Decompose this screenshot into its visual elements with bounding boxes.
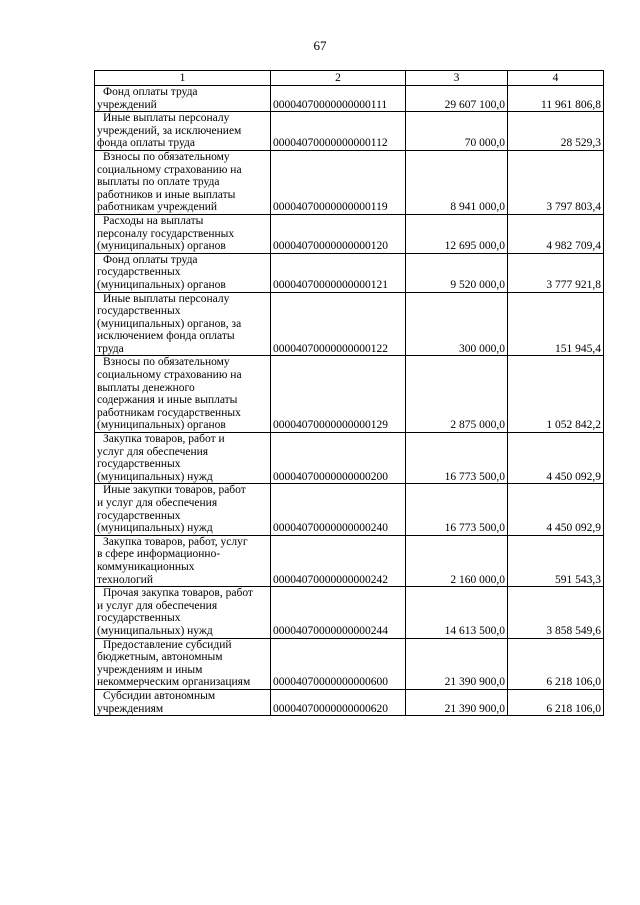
table-row [95,638,604,689]
row-name-line: (муниципальных) нужд [97,624,213,637]
row-plan-amount: 29 607 100,0 [406,86,508,112]
row-name-line: фонда оплаты труда [97,137,196,150]
row-name-line: работников и иные выплаты [97,188,236,201]
row-name-line: содержания и иные выплаты [97,394,238,407]
row-name-line: (муниципальных) органов [97,278,226,291]
row-name-line: исключением фонда оплаты [97,330,235,343]
row-name [95,484,271,535]
table-row [95,214,604,253]
header-col-4: 4 [508,71,604,86]
row-name-line: Предоставление субсидий [103,638,232,651]
row-actual-amount: 4 982 709,4 [508,214,604,253]
row-name [95,150,271,214]
row-actual-amount: 3 797 803,4 [508,150,604,214]
row-name [95,587,271,638]
row-name-line: Закупка товаров, работ и [103,433,225,446]
row-name-line: социальному страхованию на [97,369,242,382]
page-number: 67 [313,38,327,53]
row-name-line: государственных [97,458,181,471]
row-actual-amount: 3 858 549,6 [508,587,604,638]
row-actual-amount: 6 218 106,0 [508,689,604,715]
row-code: 00004070000000000122 [271,292,406,356]
row-name-line: и услуг для обеспечения [97,497,218,509]
row-code: 00004070000000000620 [271,689,406,715]
row-name-line: Иные выплаты персоналу [103,292,230,305]
row-plan-amount: 21 390 900,0 [406,638,508,689]
row-name [95,292,271,356]
row-plan-amount: 2 160 000,0 [406,535,508,586]
row-code: 00004070000000000129 [271,356,406,433]
row-name-line: коммуникационных [97,560,195,573]
table-row [95,356,604,433]
row-code: 00004070000000000242 [271,535,406,586]
row-name-line: бюджетным, автономным [97,651,223,664]
table-row [95,484,604,535]
row-plan-amount: 16 773 500,0 [406,433,508,484]
table-row [95,689,604,715]
row-name-line: государственных [97,305,181,318]
row-name-line: (муниципальных) нужд [97,522,213,535]
row-actual-amount: 11 961 806,8 [508,86,604,112]
row-plan-amount: 9 520 000,0 [406,253,508,292]
row-plan-amount: 70 000,0 [406,112,508,151]
table-row [95,112,604,151]
row-name [95,638,271,689]
row-code: 00004070000000000244 [271,587,406,638]
row-name [95,356,271,433]
row-name-line: Взносы по обязательному [103,356,230,369]
row-actual-amount: 28 529,3 [508,112,604,151]
header-col-3: 3 [406,71,508,86]
row-name-line: социальному страхованию на [97,163,242,176]
row-name-line: государственных [97,612,181,625]
row-name-line: выплаты денежного [97,381,195,394]
row-plan-amount: 8 941 000,0 [406,150,508,214]
table-row [95,292,604,356]
row-name-line: Иные выплаты персоналу [103,112,230,125]
row-actual-amount: 1 052 842,2 [508,356,604,433]
row-name-line: учреждений [97,98,157,111]
row-name-line: учреждений, за исключением [97,124,242,137]
row-name-line: Расходы на выплаты [103,214,204,227]
row-plan-amount: 21 390 900,0 [406,689,508,715]
budget-table-body [95,71,604,716]
row-name [95,535,271,586]
table-row [95,150,604,214]
row-name-line: учреждениям [97,702,164,715]
table-row [95,253,604,292]
row-name-line: некоммерческим организациям [97,676,251,689]
row-name [95,112,271,151]
row-name-line: услуг для обеспечения [97,445,209,458]
row-code: 00004070000000000600 [271,638,406,689]
row-name [95,214,271,253]
row-code: 00004070000000000120 [271,214,406,253]
row-actual-amount: 4 450 092,9 [508,484,604,535]
row-name-line: персоналу государственных [97,227,235,240]
row-plan-amount: 300 000,0 [406,292,508,356]
row-name-line: в сфере информационно- [97,548,221,561]
row-name-line: учреждениям и иным [97,663,203,676]
row-name-line: Фонд оплаты труда [103,86,198,98]
row-name-line: (муниципальных) органов, за [97,317,242,330]
row-name-line: (муниципальных) органов [97,419,226,432]
row-name-line: технологий [97,573,153,586]
row-code: 00004070000000000119 [271,150,406,214]
table-row [95,535,604,586]
row-name-line: Прочая закупка товаров, работ [103,587,253,600]
row-name-line: государственных [97,266,181,279]
row-code: 00004070000000000240 [271,484,406,535]
row-plan-amount: 2 875 000,0 [406,356,508,433]
row-name [95,433,271,484]
header-row [95,71,604,86]
row-name-line: Закупка товаров, работ, услуг [103,535,248,548]
row-code: 00004070000000000112 [271,112,406,151]
row-name-line: Фонд оплаты труда [103,253,198,266]
row-name [95,86,271,112]
row-name-line: (муниципальных) нужд [97,470,213,483]
row-plan-amount: 12 695 000,0 [406,214,508,253]
header-col-2: 2 [271,71,406,86]
row-plan-amount: 14 613 500,0 [406,587,508,638]
row-code: 00004070000000000111 [271,86,406,112]
header-col-1: 1 [95,71,271,86]
row-name-line: выплаты по оплате труда [97,176,220,189]
row-name-line: Субсидии автономным [103,689,216,702]
budget-table [94,70,604,716]
row-name-line: работникам учреждений [97,201,218,214]
table-row [95,587,604,638]
row-actual-amount: 6 218 106,0 [508,638,604,689]
row-name-line: Иные закупки товаров, работ [103,484,246,497]
row-name [95,253,271,292]
table-row [95,433,604,484]
row-name-line: (муниципальных) органов [97,240,226,253]
row-code: 00004070000000000200 [271,433,406,484]
row-name-line: работникам государственных [97,406,241,419]
table-row [95,86,604,112]
row-name-line: государственных [97,509,181,522]
row-actual-amount: 3 777 921,8 [508,253,604,292]
row-plan-amount: 16 773 500,0 [406,484,508,535]
row-actual-amount: 4 450 092,9 [508,433,604,484]
row-name-line: труда [97,342,124,355]
row-name-line: Взносы по обязательному [103,150,230,163]
row-actual-amount: 151 945,4 [508,292,604,356]
row-name-line: и услуг для обеспечения [97,599,218,612]
row-actual-amount: 591 543,3 [508,535,604,586]
row-name [95,689,271,715]
row-code: 00004070000000000121 [271,253,406,292]
